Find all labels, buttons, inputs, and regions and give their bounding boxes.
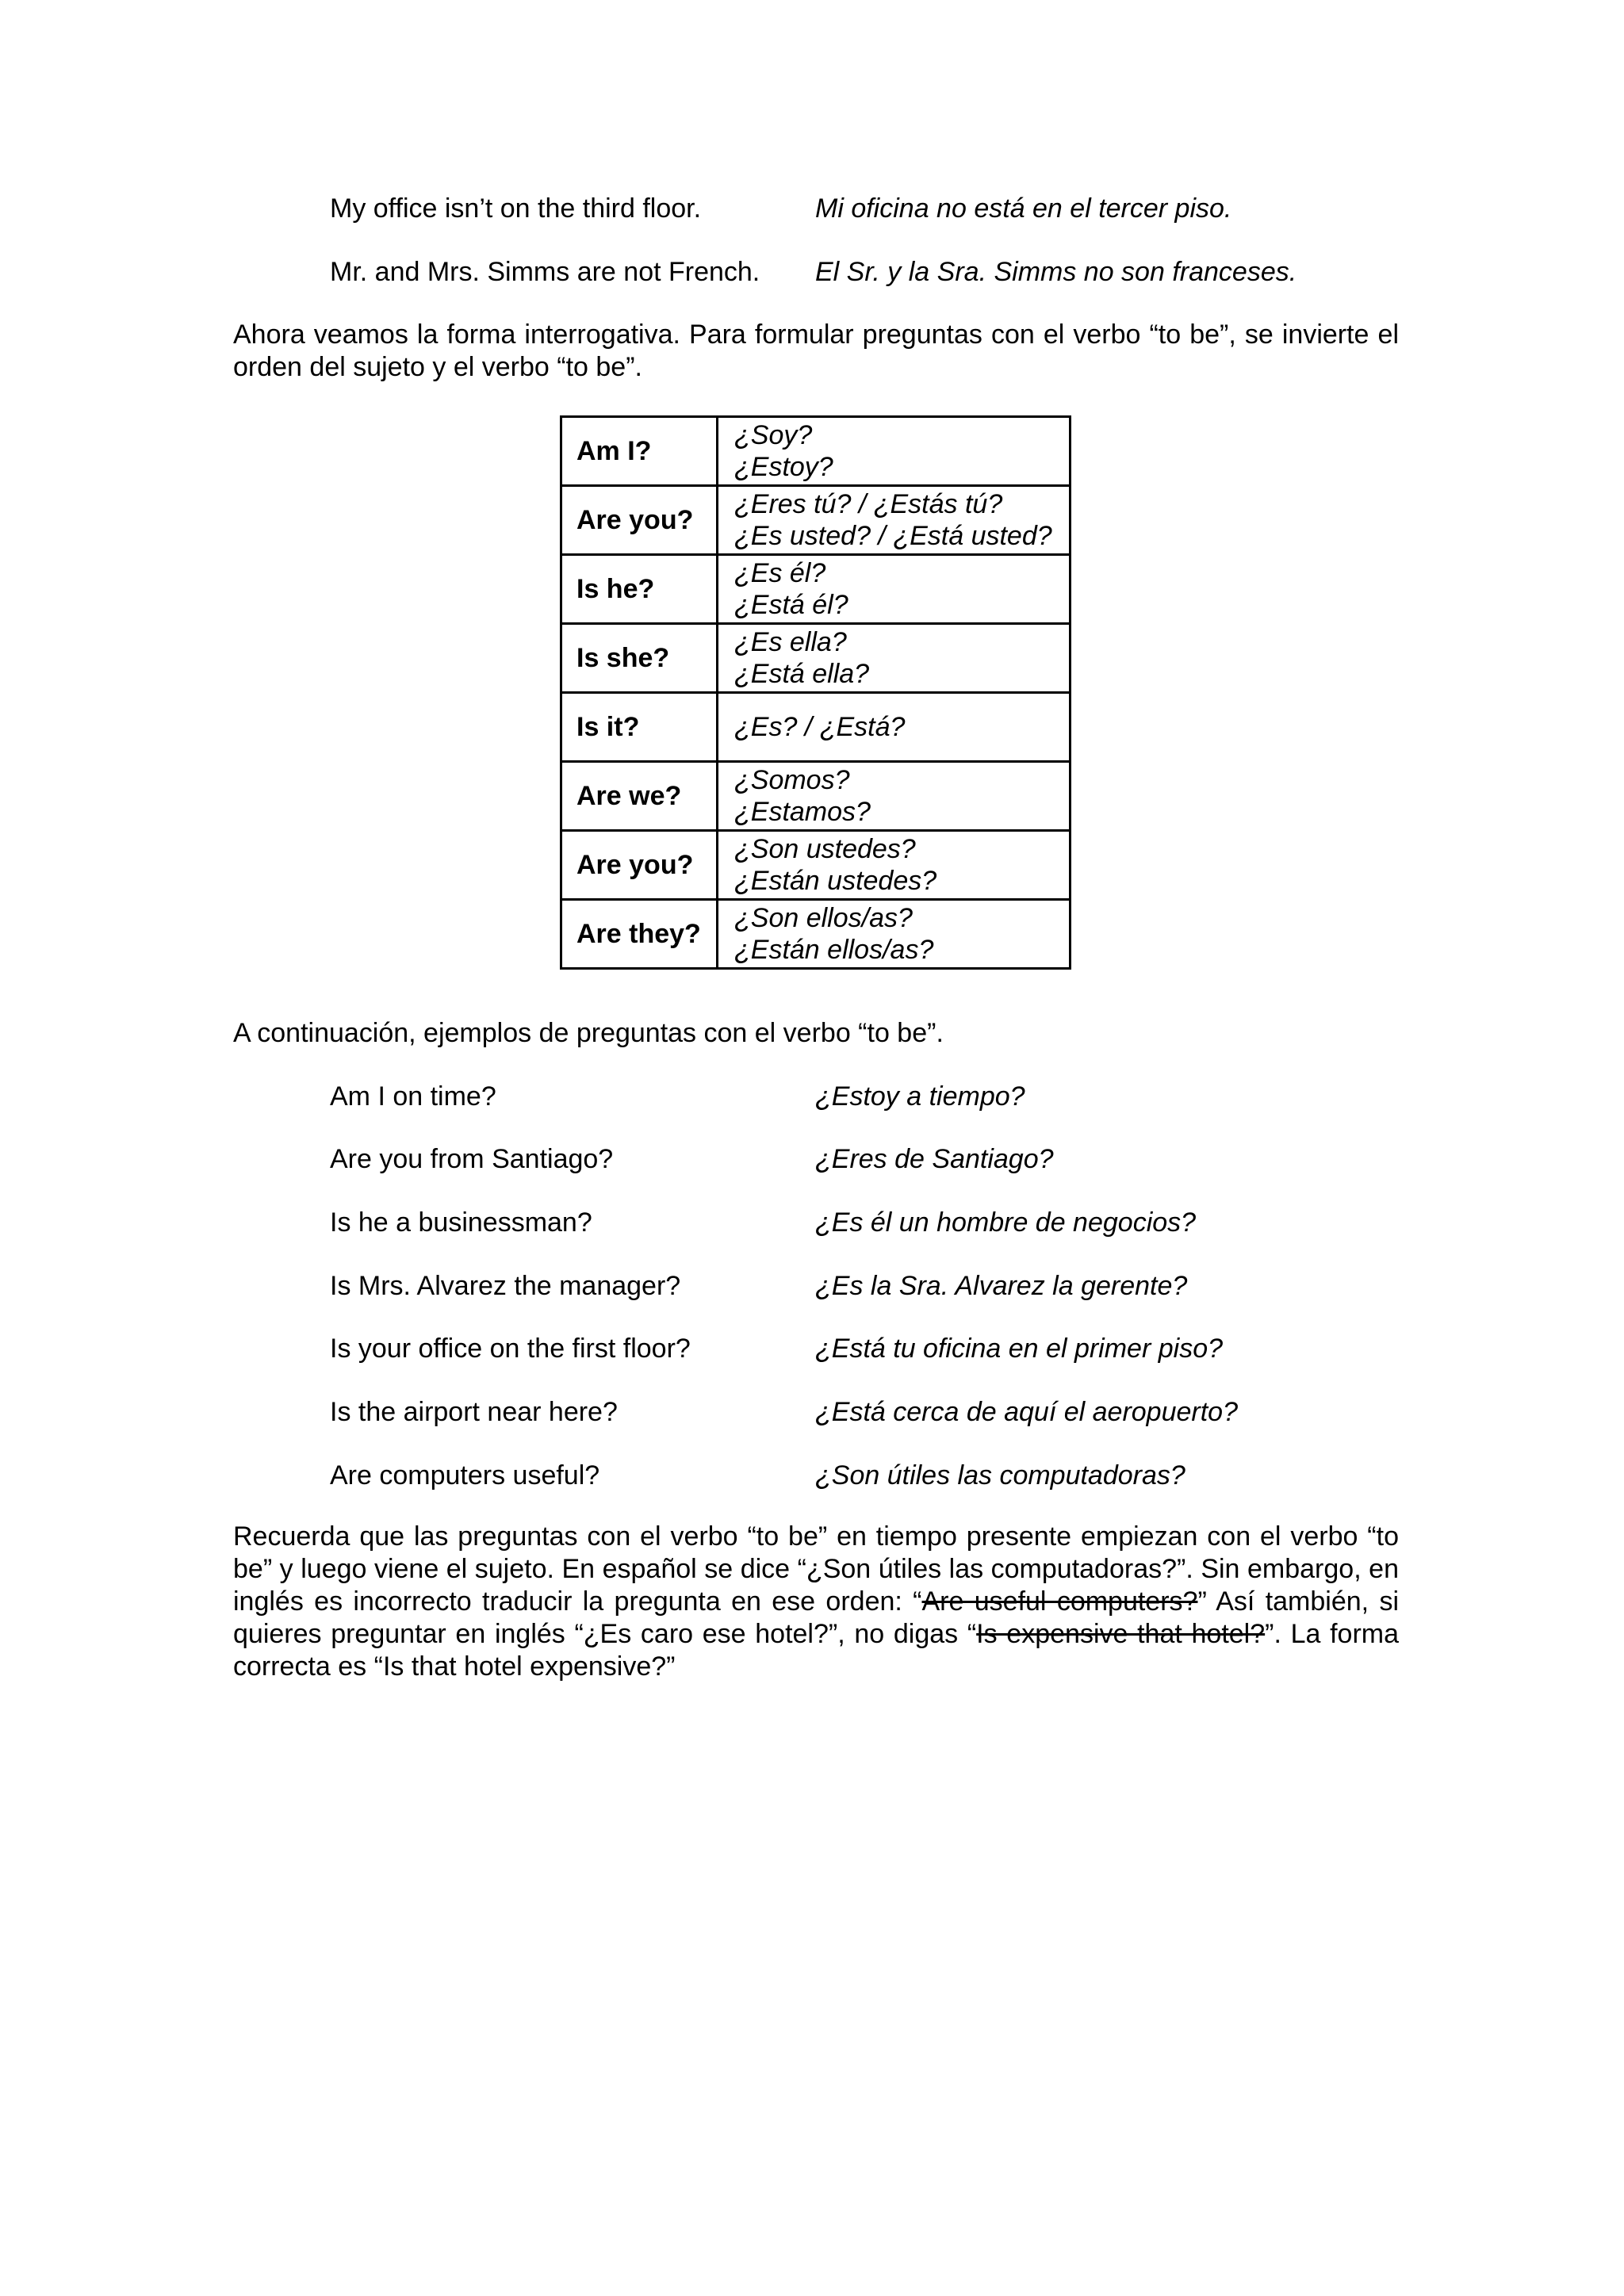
- question-example-row: [0, 1397, 1624, 1437]
- english-form: Are you?: [561, 486, 718, 555]
- interrogative-intro-paragraph: Ahora veamos la forma interrogativa. Para formular preguntas con el verbo “to be”, se invierte el orden del sujeto y el verbo “to be”.: [233, 320, 1399, 382]
- english-form: Are you?: [561, 831, 718, 900]
- examples-intro: A continuación, ejemplos de preguntas con el verbo “to be”.: [233, 1018, 944, 1048]
- question-example-row: [0, 1144, 1624, 1184]
- table-row: [561, 831, 1071, 900]
- question-example-row: [0, 1334, 1624, 1373]
- spanish-form: ¿Está él?: [734, 590, 848, 620]
- spanish-forms: [718, 417, 1071, 486]
- spanish-forms: [718, 486, 1071, 555]
- question-example-row: [0, 1207, 1624, 1247]
- spanish-forms: [718, 693, 1071, 762]
- spanish-forms: [718, 900, 1071, 969]
- table-row: [561, 762, 1071, 831]
- spanish-question: ¿Estoy a tiempo?: [815, 1081, 1025, 1112]
- spanish-question: ¿Está tu oficina en el primer piso?: [815, 1334, 1224, 1364]
- table-row: [561, 417, 1071, 486]
- spanish-form: ¿Están ellos/as?: [734, 935, 934, 965]
- english-sentence: Mr. and Mrs. Simms are not French.: [330, 257, 760, 287]
- question-example-row: [0, 1271, 1624, 1311]
- english-form: Is it?: [561, 693, 718, 762]
- english-form: Is he?: [561, 555, 718, 624]
- spanish-form: ¿Es él?: [734, 558, 826, 588]
- english-question: Am I on time?: [330, 1081, 496, 1112]
- spanish-form: ¿Son ellos/as?: [734, 903, 913, 933]
- spanish-question: ¿Es él un hombre de negocios?: [815, 1207, 1197, 1238]
- spanish-form: ¿Estamos?: [734, 797, 871, 827]
- spanish-form: ¿Es ella?: [734, 627, 847, 657]
- spanish-question: ¿Es la Sra. Alvarez la gerente?: [815, 1271, 1188, 1301]
- incorrect-example: Are useful computers?: [921, 1586, 1198, 1617]
- english-question: Is your office on the first floor?: [330, 1334, 691, 1364]
- spanish-form: ¿Está ella?: [734, 659, 870, 689]
- spanish-forms: [718, 762, 1071, 831]
- spanish-forms: [718, 624, 1071, 693]
- english-form: Are they?: [561, 900, 718, 969]
- english-question: Are you from Santiago?: [330, 1144, 614, 1174]
- table-row: [561, 900, 1071, 969]
- spanish-translation: Mi oficina no está en el tercer piso.: [815, 193, 1232, 224]
- spanish-form: ¿Estoy?: [734, 452, 833, 482]
- spanish-form: ¿Eres tú? / ¿Estás tú?: [734, 489, 1003, 519]
- question-example-row: [0, 1460, 1624, 1500]
- english-question: Is Mrs. Alvarez the manager?: [330, 1271, 681, 1301]
- english-form: Is she?: [561, 624, 718, 693]
- spanish-translation: El Sr. y la Sra. Simms no son franceses.: [815, 257, 1297, 287]
- spanish-form: ¿Son ustedes?: [734, 834, 916, 864]
- spanish-form: ¿Están ustedes?: [734, 866, 937, 896]
- negative-example-row: [0, 257, 1624, 297]
- english-question: Is he a businessman?: [330, 1207, 592, 1238]
- table-row: [561, 555, 1071, 624]
- spanish-form: ¿Somos?: [734, 765, 850, 795]
- paragraph-text: ”. La forma correcta es “Is that hotel expensive?”: [233, 1619, 1400, 1682]
- closing-paragraph: [233, 1521, 1399, 1683]
- conjugation-table: [560, 415, 1071, 970]
- spanish-question: ¿Está cerca de aquí el aeropuerto?: [815, 1397, 1238, 1427]
- english-form: Am I?: [561, 417, 718, 486]
- spanish-form: ¿Es? / ¿Está?: [734, 712, 906, 742]
- spanish-question: ¿Eres de Santiago?: [815, 1144, 1054, 1174]
- table-row: [561, 693, 1071, 762]
- spanish-form: ¿Soy?: [734, 420, 813, 450]
- spanish-form: ¿Es usted? / ¿Está usted?: [734, 521, 1052, 551]
- paragraph-text: ” Así también, si quieres preguntar en inglés “¿Es caro ese hotel?”, no digas “: [233, 1586, 1399, 1649]
- spanish-forms: [718, 555, 1071, 624]
- incorrect-example: Is expensive that hotel?: [976, 1619, 1266, 1649]
- english-question: Are computers useful?: [330, 1460, 600, 1490]
- table-row: [561, 624, 1071, 693]
- paragraph-text: Recuerda que las preguntas con el verbo “to be” en tiempo presente empiezan con el verbo “to be” y luego viene el sujeto. En español se dice “¿Son útiles las computadoras?”. Sin embargo, en inglés es incorrecto traducir la pregunta en ese orden: “: [233, 1521, 1399, 1617]
- spanish-forms: [718, 831, 1071, 900]
- negative-example-row: [0, 193, 1624, 233]
- spanish-question: ¿Son útiles las computadoras?: [815, 1460, 1185, 1490]
- table-row: [561, 486, 1071, 555]
- english-form: Are we?: [561, 762, 718, 831]
- english-question: Is the airport near here?: [330, 1397, 618, 1427]
- question-example-row: [0, 1081, 1624, 1121]
- english-sentence: My office isn’t on the third floor.: [330, 193, 702, 224]
